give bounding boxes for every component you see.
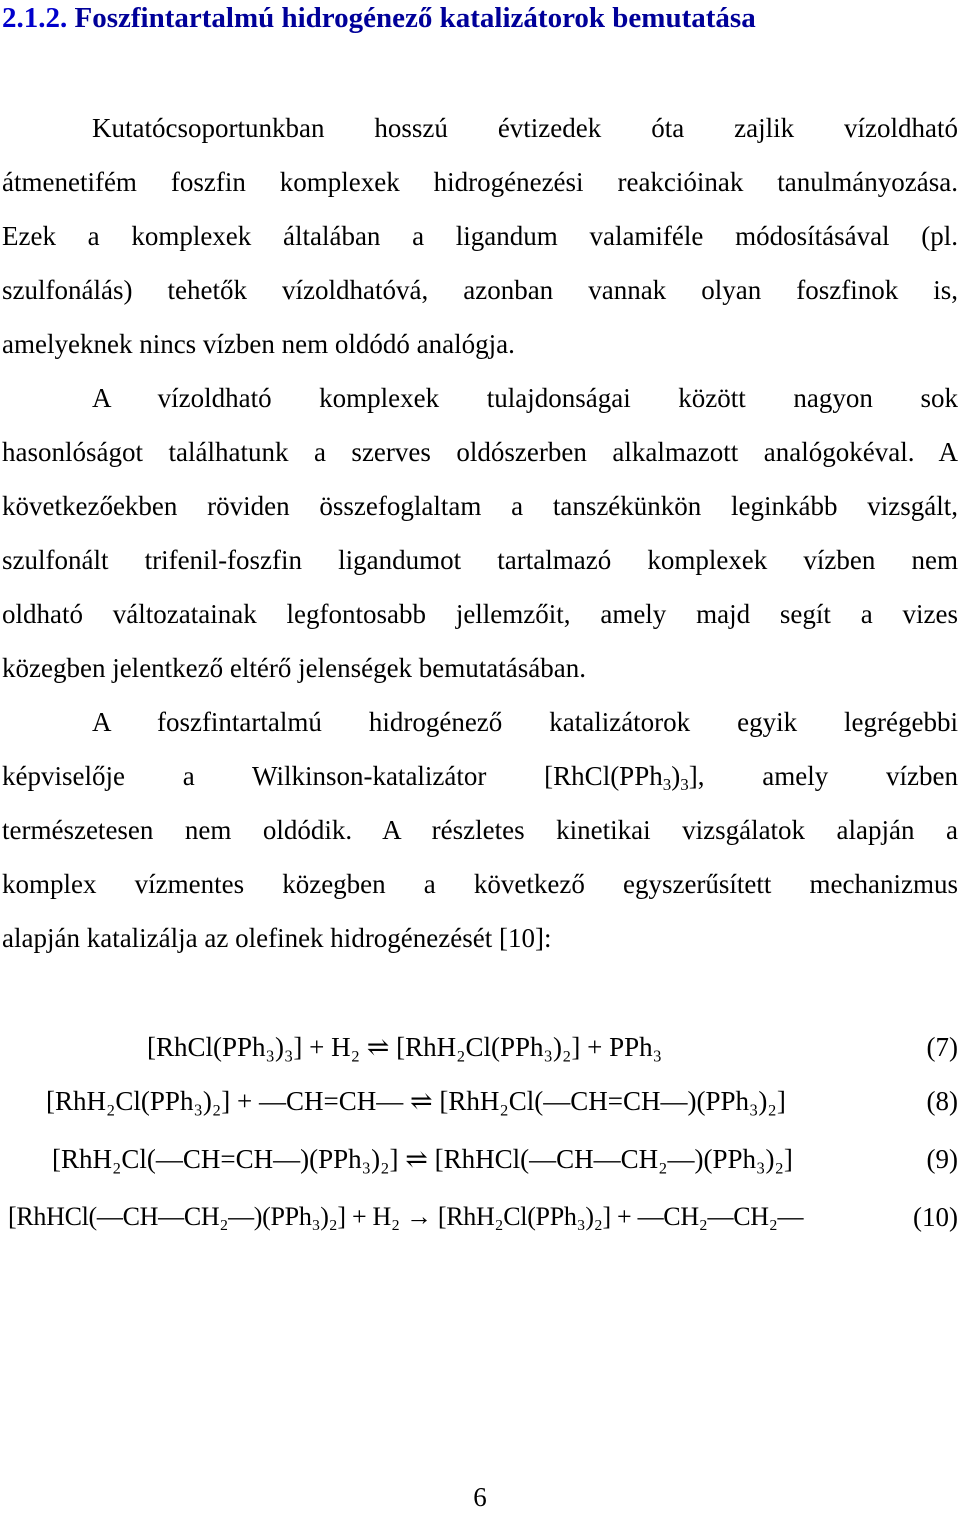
paragraph-2-line-5: oldható változatainak legfontosabb jellemzőit, amely majd segít a vizes [2, 599, 958, 629]
equation-9: [RhH₂Cl(—CH=CH—)(PPh₃)₂] ⇌ [RhHCl(—CH—CH₂—)(PPh₃)₂] [52, 1144, 793, 1174]
equation-9-number: (9) [926, 1144, 958, 1174]
paragraph-1-line-2: átmenetifém foszfin komplexek hidrogénezési reakcióinak tanulmányozása. [2, 167, 958, 197]
paragraph-3-line-5: alapján katalizálja az olefinek hidrogénezését [10]: [2, 923, 552, 953]
page-number: 6 [473, 1482, 487, 1512]
equation-7-number: (7) [926, 1032, 958, 1062]
equation-10: [RhHCl(—CH—CH₂—)(PPh₃)₂] + H₂ → [RhH₂Cl(PPh₃)₂] + —CH₂—CH₂— [8, 1202, 804, 1231]
paragraph-1-line-1: Kutatócsoportunkban hosszú évtizedek óta zajlik vízoldható [92, 113, 958, 143]
paragraph-2-line-1: A vízoldható komplexek tulajdonságai között nagyon sok [92, 383, 958, 413]
paragraph-2-line-6: közegben jelentkező eltérő jelenségek bemutatásában. [2, 653, 586, 683]
equation-7: [RhCl(PPh₃)₃] + H₂ ⇌ [RhH₂Cl(PPh₃)₂] + PPh₃ [147, 1032, 663, 1062]
paragraph-2-line-2: hasonlóságot találhatunk a szerves oldószerben alkalmazott analógokéval. A [2, 437, 958, 467]
equation-8: [RhH₂Cl(PPh₃)₂] + —CH=CH— ⇌ [RhH₂Cl(—CH=CH—)(PPh₃)₂] [46, 1086, 786, 1116]
paragraph-2-line-4: szulfonált trifenil-foszfin ligandumot tartalmazó komplexek vízben nem [2, 545, 958, 575]
paragraph-1-line-5: amelyeknek nincs vízben nem oldódó analógja. [2, 329, 515, 359]
section-title: Foszfintartalmú hidrogénező katalizátorok bemutatása [74, 2, 756, 34]
section-number: 2.1.2. [2, 2, 68, 34]
section-heading [2, 0, 756, 36]
equation-8-number: (8) [926, 1086, 958, 1116]
paragraph-3-line-1: A foszfintartalmú hidrogénező katalizátorok egyik legrégebbi [92, 707, 958, 737]
paragraph-3-line-2: képviselője a Wilkinson-katalizátor $[RhCl(PPh_3)_3]$, amely vízben [2, 761, 958, 794]
paragraph-3-line-3: természetesen nem oldódik. A részletes kinetikai vizsgálatok alapján a [2, 815, 958, 845]
paragraph-1-line-3: Ezek a komplexek általában a ligandum valamiféle módosításával (pl. [2, 221, 958, 251]
paragraph-2-line-3: következőekben röviden összefoglaltam a tanszékünkön leginkább vizsgált, [2, 491, 958, 521]
paragraph-3-line-4: komplex vízmentes közegben a következő egyszerűsített mechanizmus [2, 869, 958, 899]
paragraph-1-line-4: szulfonálás) tehetők vízoldhatóvá, azonban vannak olyan foszfinok is, [2, 275, 958, 305]
equation-10-number: (10) [913, 1202, 958, 1232]
